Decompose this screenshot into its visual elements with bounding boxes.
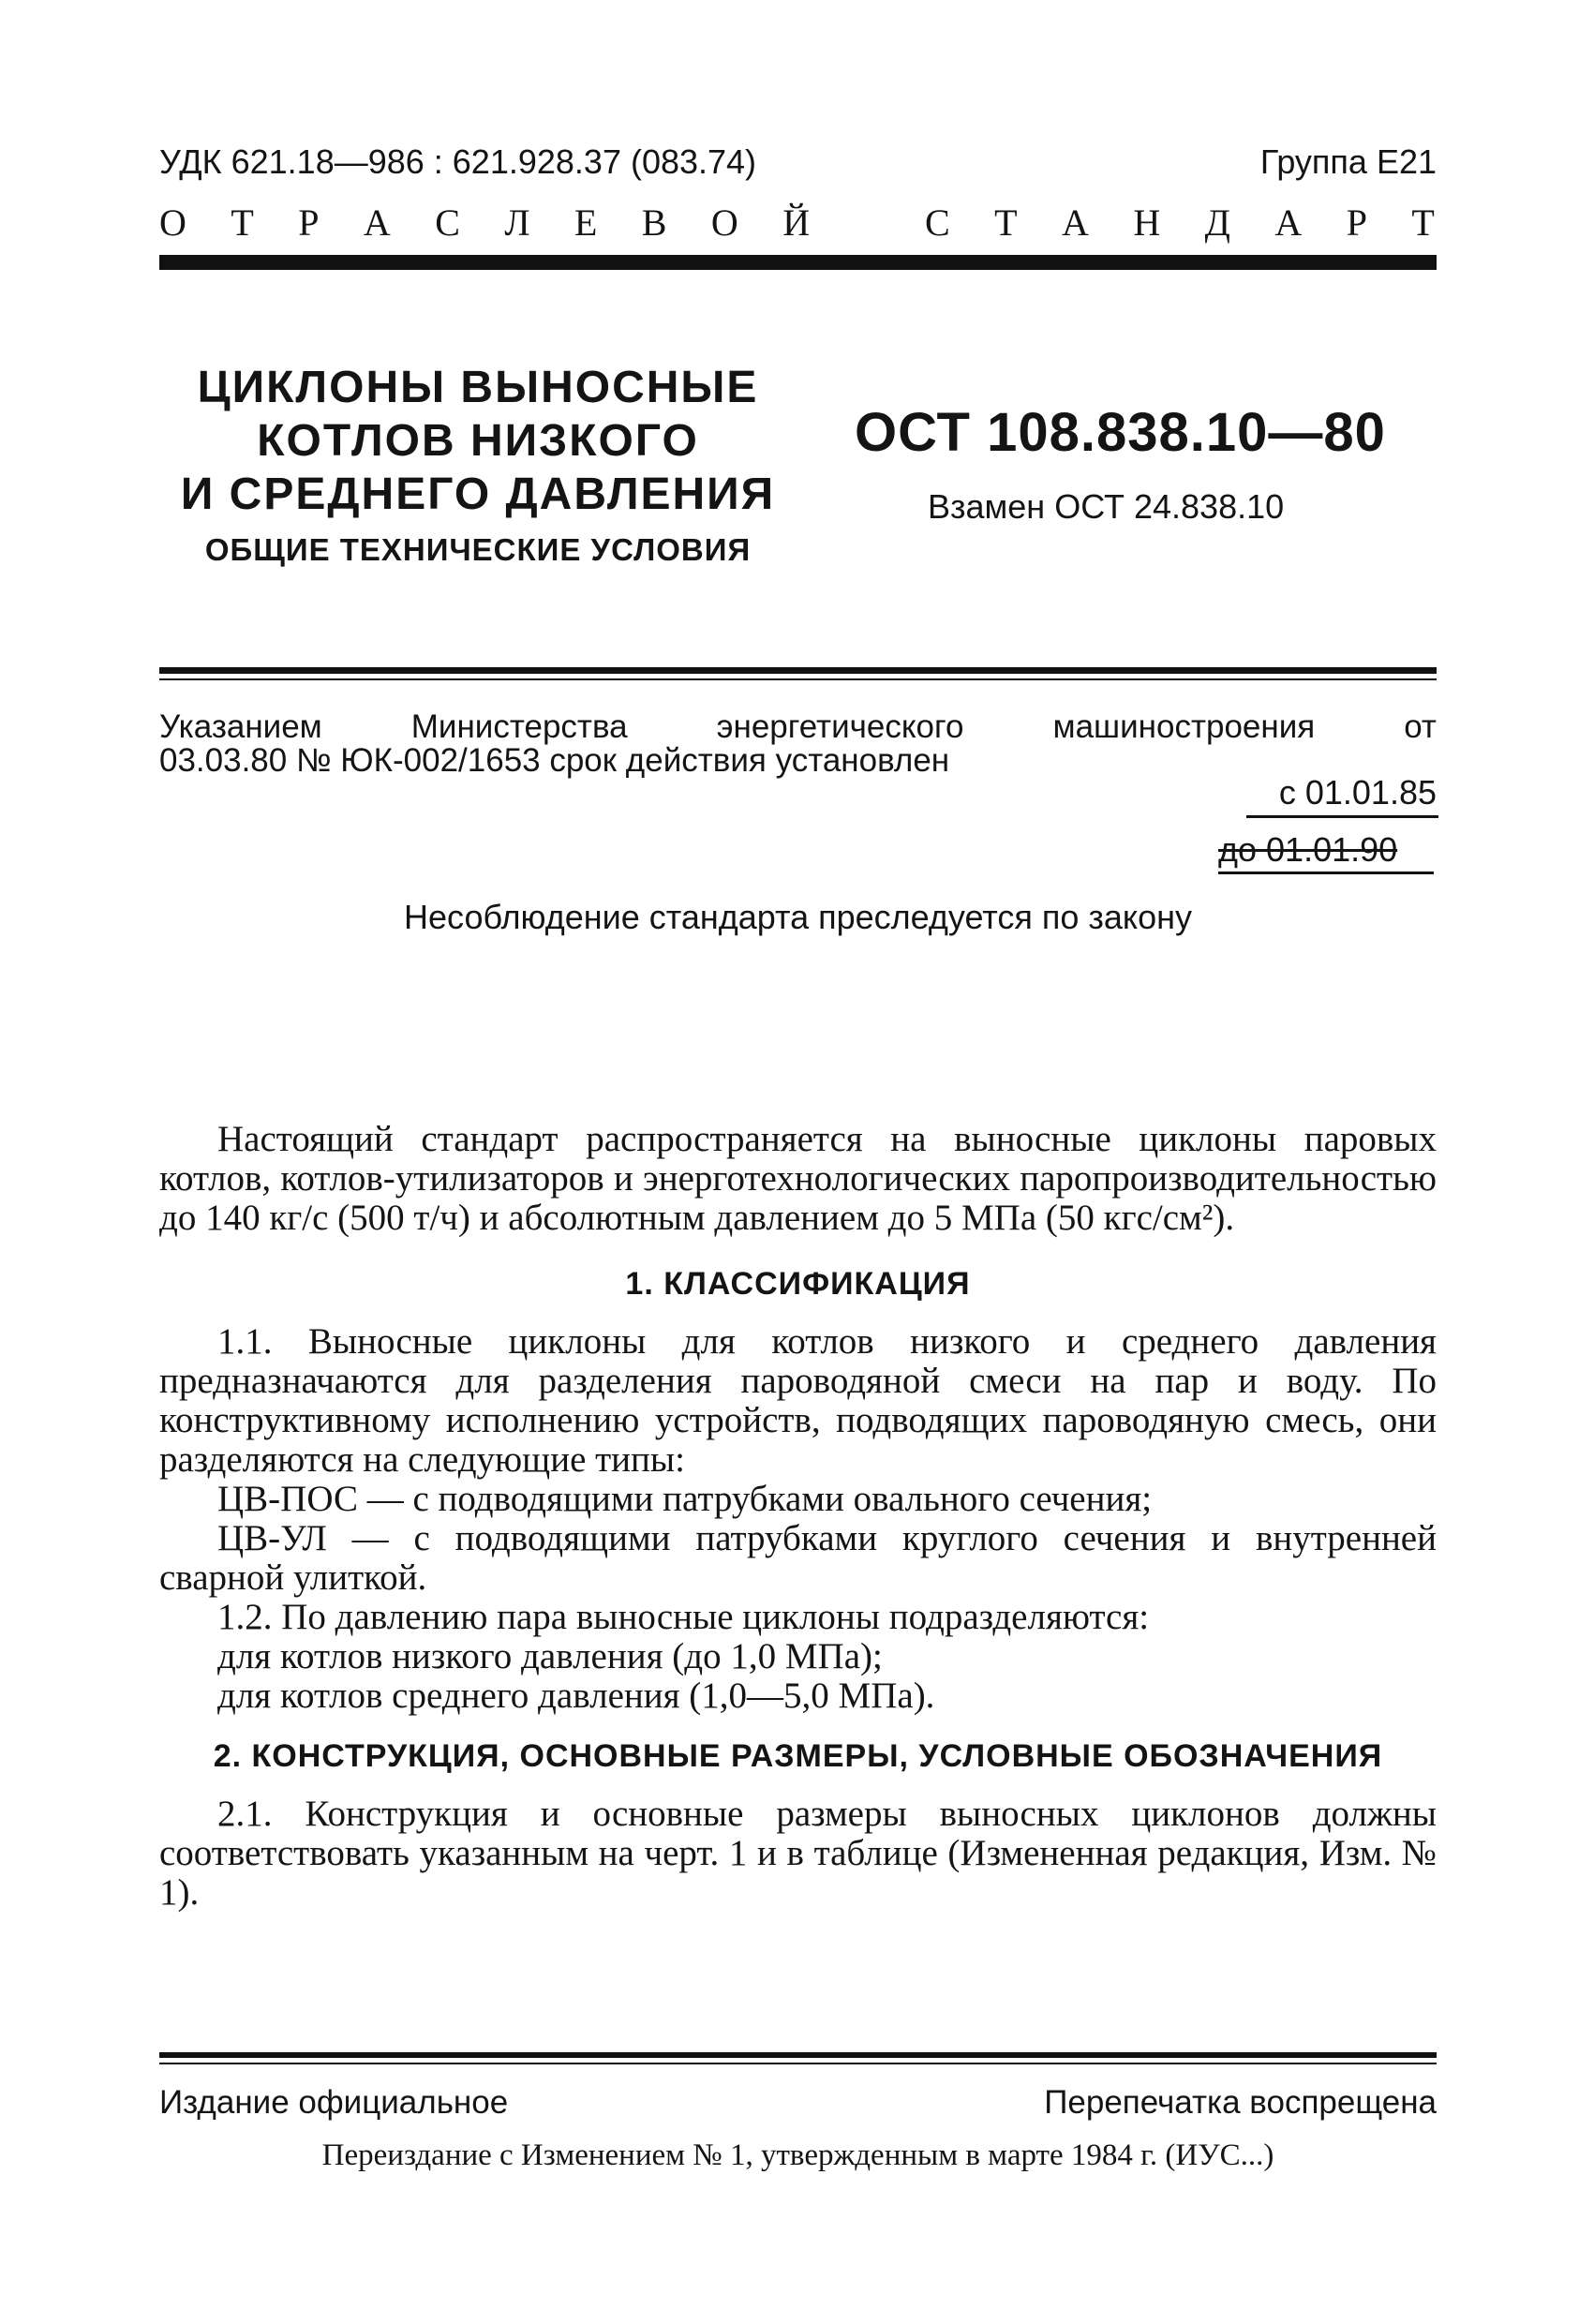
category-letter: Л <box>504 201 532 244</box>
title-divider <box>159 667 1437 674</box>
intro-paragraph: Настоящий стандарт распространяется на выносные циклоны паровых котлов, котлов-утилизаторов и энерготехнологических паропроизводительностью до 140 кг/с (500 т/ч) и абсолютным давлением до 5 МПа (50 кгс/см²). <box>159 1119 1437 1238</box>
category-letter: Т <box>1411 201 1437 244</box>
title-line-2: КОТЛОВ НИЗКОГО <box>257 416 699 466</box>
section-1-heading: 1. КЛАССИФИКАЦИЯ <box>625 1266 971 1302</box>
directive-text <box>159 710 1437 778</box>
type-cv-ul: ЦВ-УЛ — с подводящими патрубками круглого сечения и внутренней сварной улиткой. <box>159 1518 1437 1598</box>
paragraph-1-2-low: для котлов низкого давления (до 1,0 МПа); <box>217 1636 883 1676</box>
category-letter: Р <box>298 201 321 244</box>
paragraph-2-1: 2.1. Конструкция и основные размеры выносных циклонов должны соответствовать указанным на черт. 1 и в таблице (Измененная редакция, Изм. № 1). <box>159 1794 1437 1913</box>
category-letter: Р <box>1346 201 1369 244</box>
valid-to-underline <box>1218 872 1434 874</box>
footer-divider-thin <box>159 2063 1437 2064</box>
title-line-3: И СРЕДНЕГО ДАВЛЕНИЯ <box>180 469 776 519</box>
noncompliance-notice: Несоблюдение стандарта преследуется по закону <box>404 898 1192 936</box>
section-2-heading: 2. КОНСТРУКЦИЯ, ОСНОВНЫЕ РАЗМЕРЫ, УСЛОВНЫЕ ОБОЗНАЧЕНИЯ <box>213 1738 1383 1774</box>
replaces-note: Взамен ОСТ 24.838.10 <box>928 487 1285 526</box>
title-subtitle: ОБЩИЕ ТЕХНИЧЕСКИЕ УСЛОВИЯ <box>204 532 752 567</box>
paragraph-1-2-medium: для котлов среднего давления (1,0—5,0 МПа). <box>217 1676 935 1716</box>
directive-word: энергетического <box>716 708 964 745</box>
directive-line-1 <box>159 710 1437 744</box>
directive-word: Министерства <box>410 708 628 745</box>
footer-divider <box>159 2052 1437 2058</box>
directive-word: от <box>1404 708 1437 745</box>
word-gap <box>855 201 883 245</box>
category-letter: Т <box>231 201 256 244</box>
group-code: Группа Е21 <box>1259 142 1437 181</box>
category-letter: С <box>925 201 952 244</box>
republication-note: Переиздание с Изменением № 1, утвержденным в марте 1984 г. (ИУС...) <box>321 2138 1274 2172</box>
title-line-1: ЦИКЛОНЫ ВЫНОСНЫЕ <box>197 363 759 412</box>
official-edition-label: Издание официальное <box>159 2084 509 2121</box>
category-letter: Е <box>574 201 600 244</box>
category-letter: О <box>159 201 188 244</box>
reprint-prohibited-label: Перепечатка воспрещена <box>1044 2084 1437 2121</box>
category-letter: А <box>1062 201 1091 244</box>
paragraph-1-2: 1.2. По давлению пара выносные циклоны подразделяются: <box>217 1597 1150 1637</box>
category-letter: С <box>435 201 462 244</box>
udk-code: УДК 621.18—986 : 621.928.37 (083.74) <box>159 142 757 181</box>
standard-title <box>150 361 806 568</box>
category-letter: А <box>363 201 393 244</box>
type-cv-pos: ЦВ-ПОС — с подводящими патрубками овального сечения; <box>217 1479 1153 1519</box>
category-letter: В <box>641 201 669 244</box>
category-letter: А <box>1274 201 1304 244</box>
standard-category-heading <box>159 201 1437 245</box>
category-letter: Й <box>782 201 812 244</box>
directive-word: Указанием <box>159 708 322 745</box>
paragraph-1-1: 1.1. Выносные циклоны для котлов низкого и среднего давления предназначаются для разделения пароводяной смеси на пар и воду. По конструктивному исполнению устройств, подводящих пароводяную смесь, они разделяются на следующие типы: <box>159 1321 1437 1480</box>
directive-word: машиностроения <box>1052 708 1316 745</box>
category-letter: Т <box>994 201 1020 244</box>
header-rule <box>159 255 1437 270</box>
valid-from-underline <box>1246 815 1438 818</box>
category-letter: Н <box>1133 201 1163 244</box>
category-letter: Д <box>1204 201 1232 244</box>
document-body <box>159 1120 1437 1913</box>
valid-to-date-struck: до 01.01.90 <box>1218 830 1398 869</box>
title-divider-thin <box>159 678 1437 680</box>
standard-number: ОСТ 108.838.10—80 <box>855 402 1386 463</box>
valid-from-date: с 01.01.85 <box>1278 773 1437 812</box>
directive-line-2: 03.03.80 № ЮК-002/1653 срок действия установлен <box>159 742 950 779</box>
category-letter: О <box>710 201 740 244</box>
